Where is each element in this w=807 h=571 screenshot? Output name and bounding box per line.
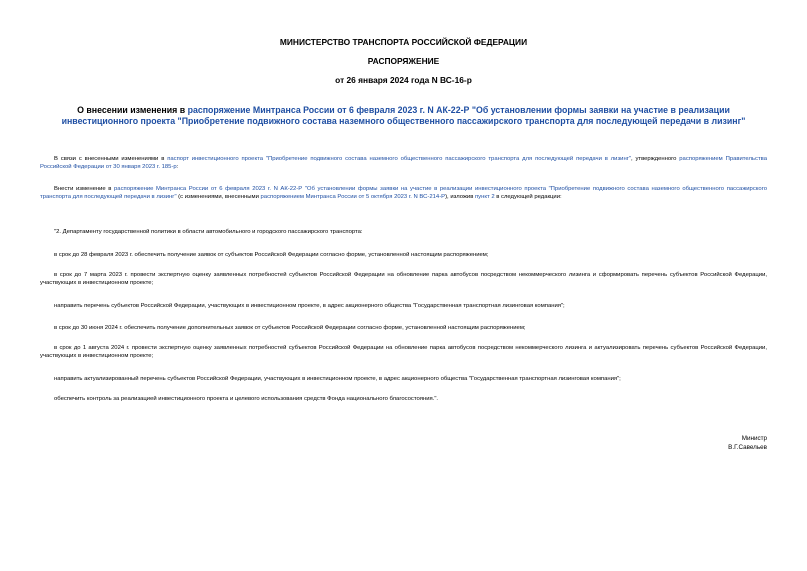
list-item-5: в срок до 1 августа 2024 г. провести экспертную оценку заявленных потребностей субъектов Российской Федерации на обновление парка автобусов посредством некоммерческого лизинга и актуализировать перечень субъектов Российской Федерации, участвующих в инвестиционном проекте; (40, 345, 767, 359)
paragraph-preamble (40, 155, 767, 171)
list-item-4: в срок до 30 июня 2024 г. обеспечить получение дополнительных заявок от субъектов Российской Федерации согласно форме, установленной настоящим распоряжением; (54, 325, 526, 331)
p1-text-c: : (176, 164, 179, 170)
document-title (40, 105, 767, 127)
signature-block (728, 434, 767, 452)
paragraph-amendment (40, 185, 767, 201)
p1-text-b: , утвержденного (630, 156, 680, 162)
list-item-3: направить перечень субъектов Российской Федерации, участвующих в инвестиционном проекте, в адрес акционерного общества "Государственная транспортная лизинговая компания"; (54, 303, 565, 309)
list-item-2: в срок до 7 марта 2023 г. провести экспертную оценку заявленных потребностей субъектов Российской Федерации на обновление парка автобусов посредством некоммерческого лизинга и сформировать перечень субъектов Российской Федерации, участвующих в инвестиционном проекте; (40, 272, 767, 286)
p2-link-amending-order[interactable]: распоряжением Минтранса России от 5 октября 2023 г. N ВС-214-Р (260, 194, 446, 200)
document-type-heading: РАСПОРЯЖЕНИЕ (367, 56, 440, 66)
list-item-1: в срок до 28 февраля 2023 г. обеспечить получение заявок от субъектов Российской Федерации согласно форме, установленной настоящим распоряжением; (54, 252, 489, 258)
p2-link-order[interactable]: распоряжение Минтранса России от 6 февраля 2023 г. N АК-22-Р "Об установлении формы заявки на участие в реализации инвестиционного проекта "Приобретение подвижного состава наземного общественного пассажирского транспорта для последующей передачи в лизинг" (40, 186, 767, 200)
signature-position: Министр (741, 435, 767, 442)
p1-text-a: В связи с внесенными изменениями в (54, 156, 168, 162)
p2-text-a: Внести изменение в (54, 186, 115, 192)
p1-link-passport[interactable]: паспорт инвестиционного проекта "Приобретение подвижного состава наземного общественного пассажирского транспорта для последующей передачи в лизинг" (167, 156, 631, 162)
p2-link-point-2[interactable]: пункт 2 (474, 194, 495, 200)
ministry-heading: МИНИСТЕРСТВО ТРАНСПОРТА РОССИЙСКОЙ ФЕДЕРАЦИИ (279, 37, 528, 47)
list-item-0: "2. Департаменту государственной политики в области автомобильного и городского пассажирского транспорта: (54, 229, 363, 235)
title-prefix: О внесении изменения в (77, 105, 188, 115)
p2-text-c: ), изложив (445, 194, 475, 200)
p2-text-d: в следующей редакции: (494, 194, 562, 200)
list-item-7: обеспечить контроль за реализацией инвестиционного проекта и целевого использования средств Фонда национального благосостояния.". (54, 396, 439, 402)
title-link[interactable]: распоряжение Минтранса России от 6 февраля 2023 г. N АК-22-Р "Об установлении формы заявки на участие в реализации инвестиционного проекта "Приобретение подвижного состава наземного общественного пассажирского транспорта для последующей передачи в лизинг" (61, 105, 746, 126)
signature-name: В.Г.Савельев (728, 444, 767, 451)
list-item-6: направить актуализированный перечень субъектов Российской Федерации, участвующих в инвестиционном проекте, в адрес акционерного общества "Государственная транспортная лизинговая компания"; (54, 376, 621, 382)
document-date-number: от 26 января 2024 года N ВС-16-р (335, 75, 472, 85)
p1-link-government-order[interactable]: распоряжением Правительства Российской Федерации от 30 января 2023 г. 185-р (40, 156, 767, 170)
p2-text-b: (с изменениями, внесенными (176, 194, 261, 200)
